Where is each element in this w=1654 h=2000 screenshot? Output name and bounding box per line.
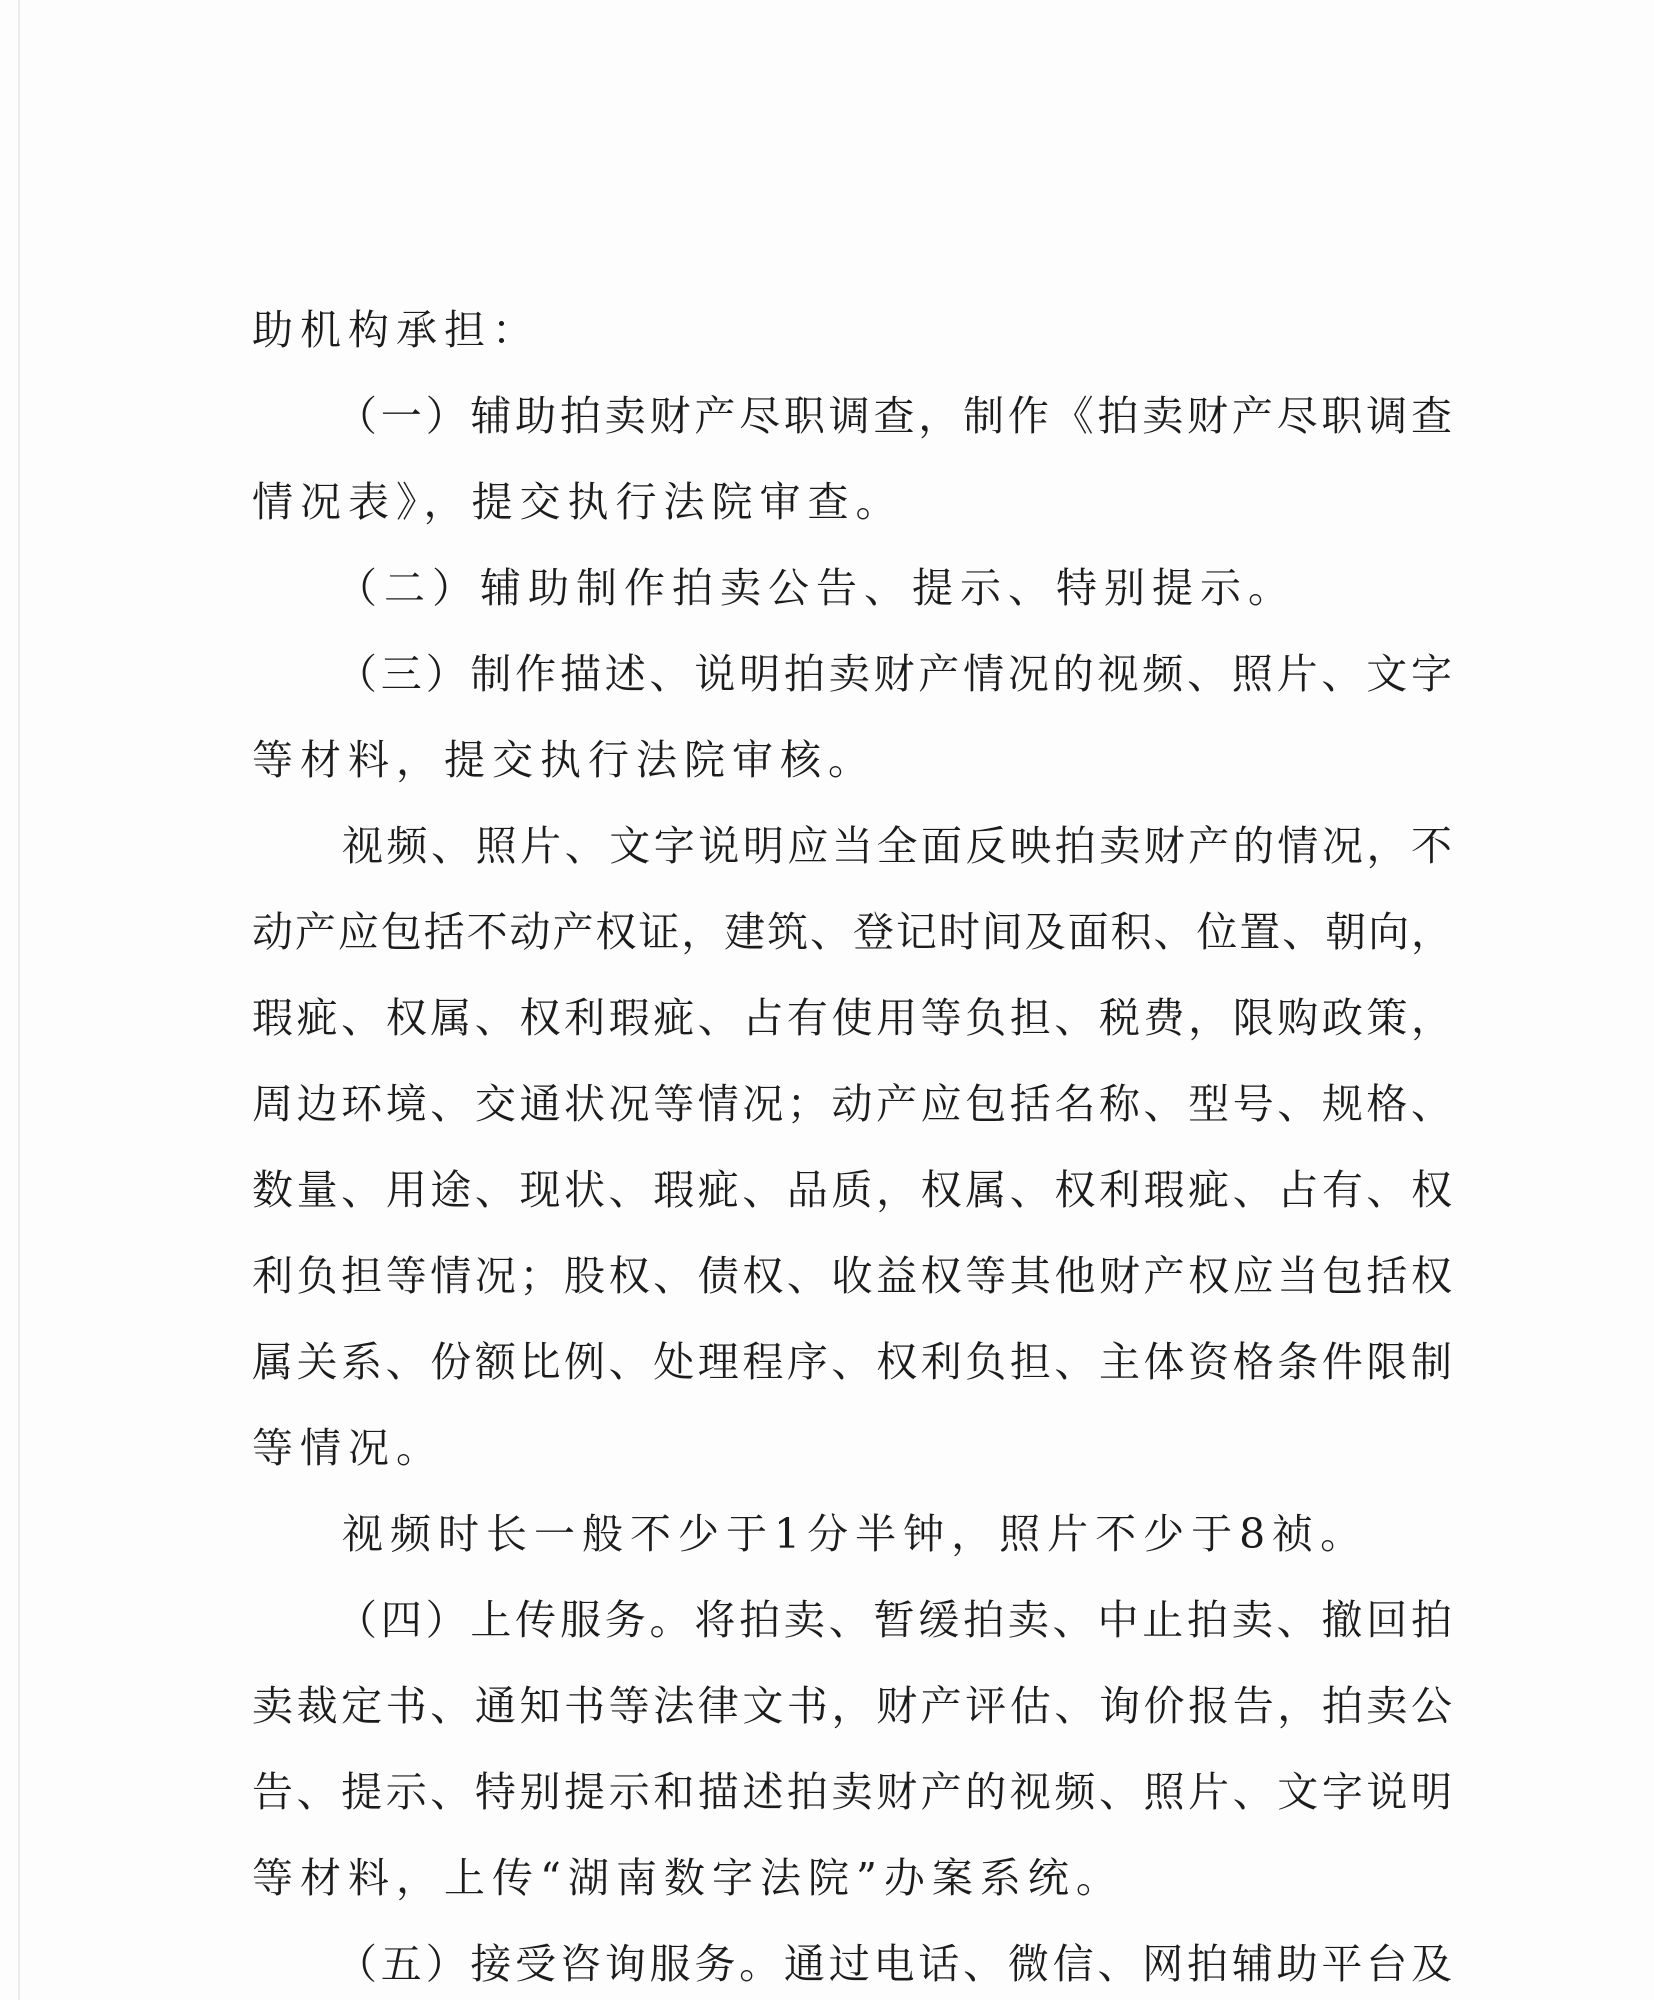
text-line-10: 周边环境、交通状况等情况；动产应包括名称、型号、规格、 [252, 1080, 1452, 1128]
text-line-8: 动产应包括不动产权证，建筑、登记时间及面积、位置、朝向， [252, 908, 1452, 956]
text-line-17: 卖裁定书、通知书等法律文书，财产评估、询价报告，拍卖公 [252, 1682, 1452, 1730]
text-line-5: （三）制作描述、说明拍卖财产情况的视频、照片、文字 [336, 650, 1452, 698]
text-line-11: 数量、用途、现状、瑕疵、品质，权属、权利瑕疵、占有、权 [252, 1166, 1452, 1214]
text-line-4: （二）辅助制作拍卖公告、提示、特别提示。 [336, 564, 1296, 612]
text-line-15: 视频时长一般不少于1分半钟，照片不少于8祯。 [342, 1510, 1369, 1558]
text-line-16: （四）上传服务。将拍卖、暂缓拍卖、中止拍卖、撤回拍 [336, 1596, 1452, 1644]
scan-edge [18, 0, 20, 2000]
text-line-14: 等情况。 [252, 1424, 444, 1472]
text-line-3: 情况表》，提交执行法院审查。 [252, 478, 904, 526]
text-line-1: 助机构承担： [252, 306, 540, 354]
text-line-12: 利负担等情况；股权、债权、收益权等其他财产权应当包括权 [252, 1252, 1452, 1300]
text-line-6: 等材料，提交执行法院审核。 [252, 736, 876, 784]
text-line-2: （一）辅助拍卖财产尽职调查，制作《拍卖财产尽职调查 [336, 392, 1452, 440]
text-line-19: 等材料，上传“湖南数字法院”办案系统。 [252, 1854, 1124, 1902]
text-line-9: 瑕疵、权属、权利瑕疵、占有使用等负担、税费，限购政策， [252, 994, 1452, 1042]
text-line-13: 属关系、份额比例、处理程序、权利负担、主体资格条件限制 [252, 1338, 1452, 1386]
text-line-7: 视频、照片、文字说明应当全面反映拍卖财产的情况，不 [342, 822, 1452, 870]
text-line-18: 告、提示、特别提示和描述拍卖财产的视频、照片、文字说明 [252, 1768, 1452, 1816]
text-line-20: （五）接受咨询服务。通过电话、微信、网拍辅助平台及 [336, 1940, 1452, 1988]
